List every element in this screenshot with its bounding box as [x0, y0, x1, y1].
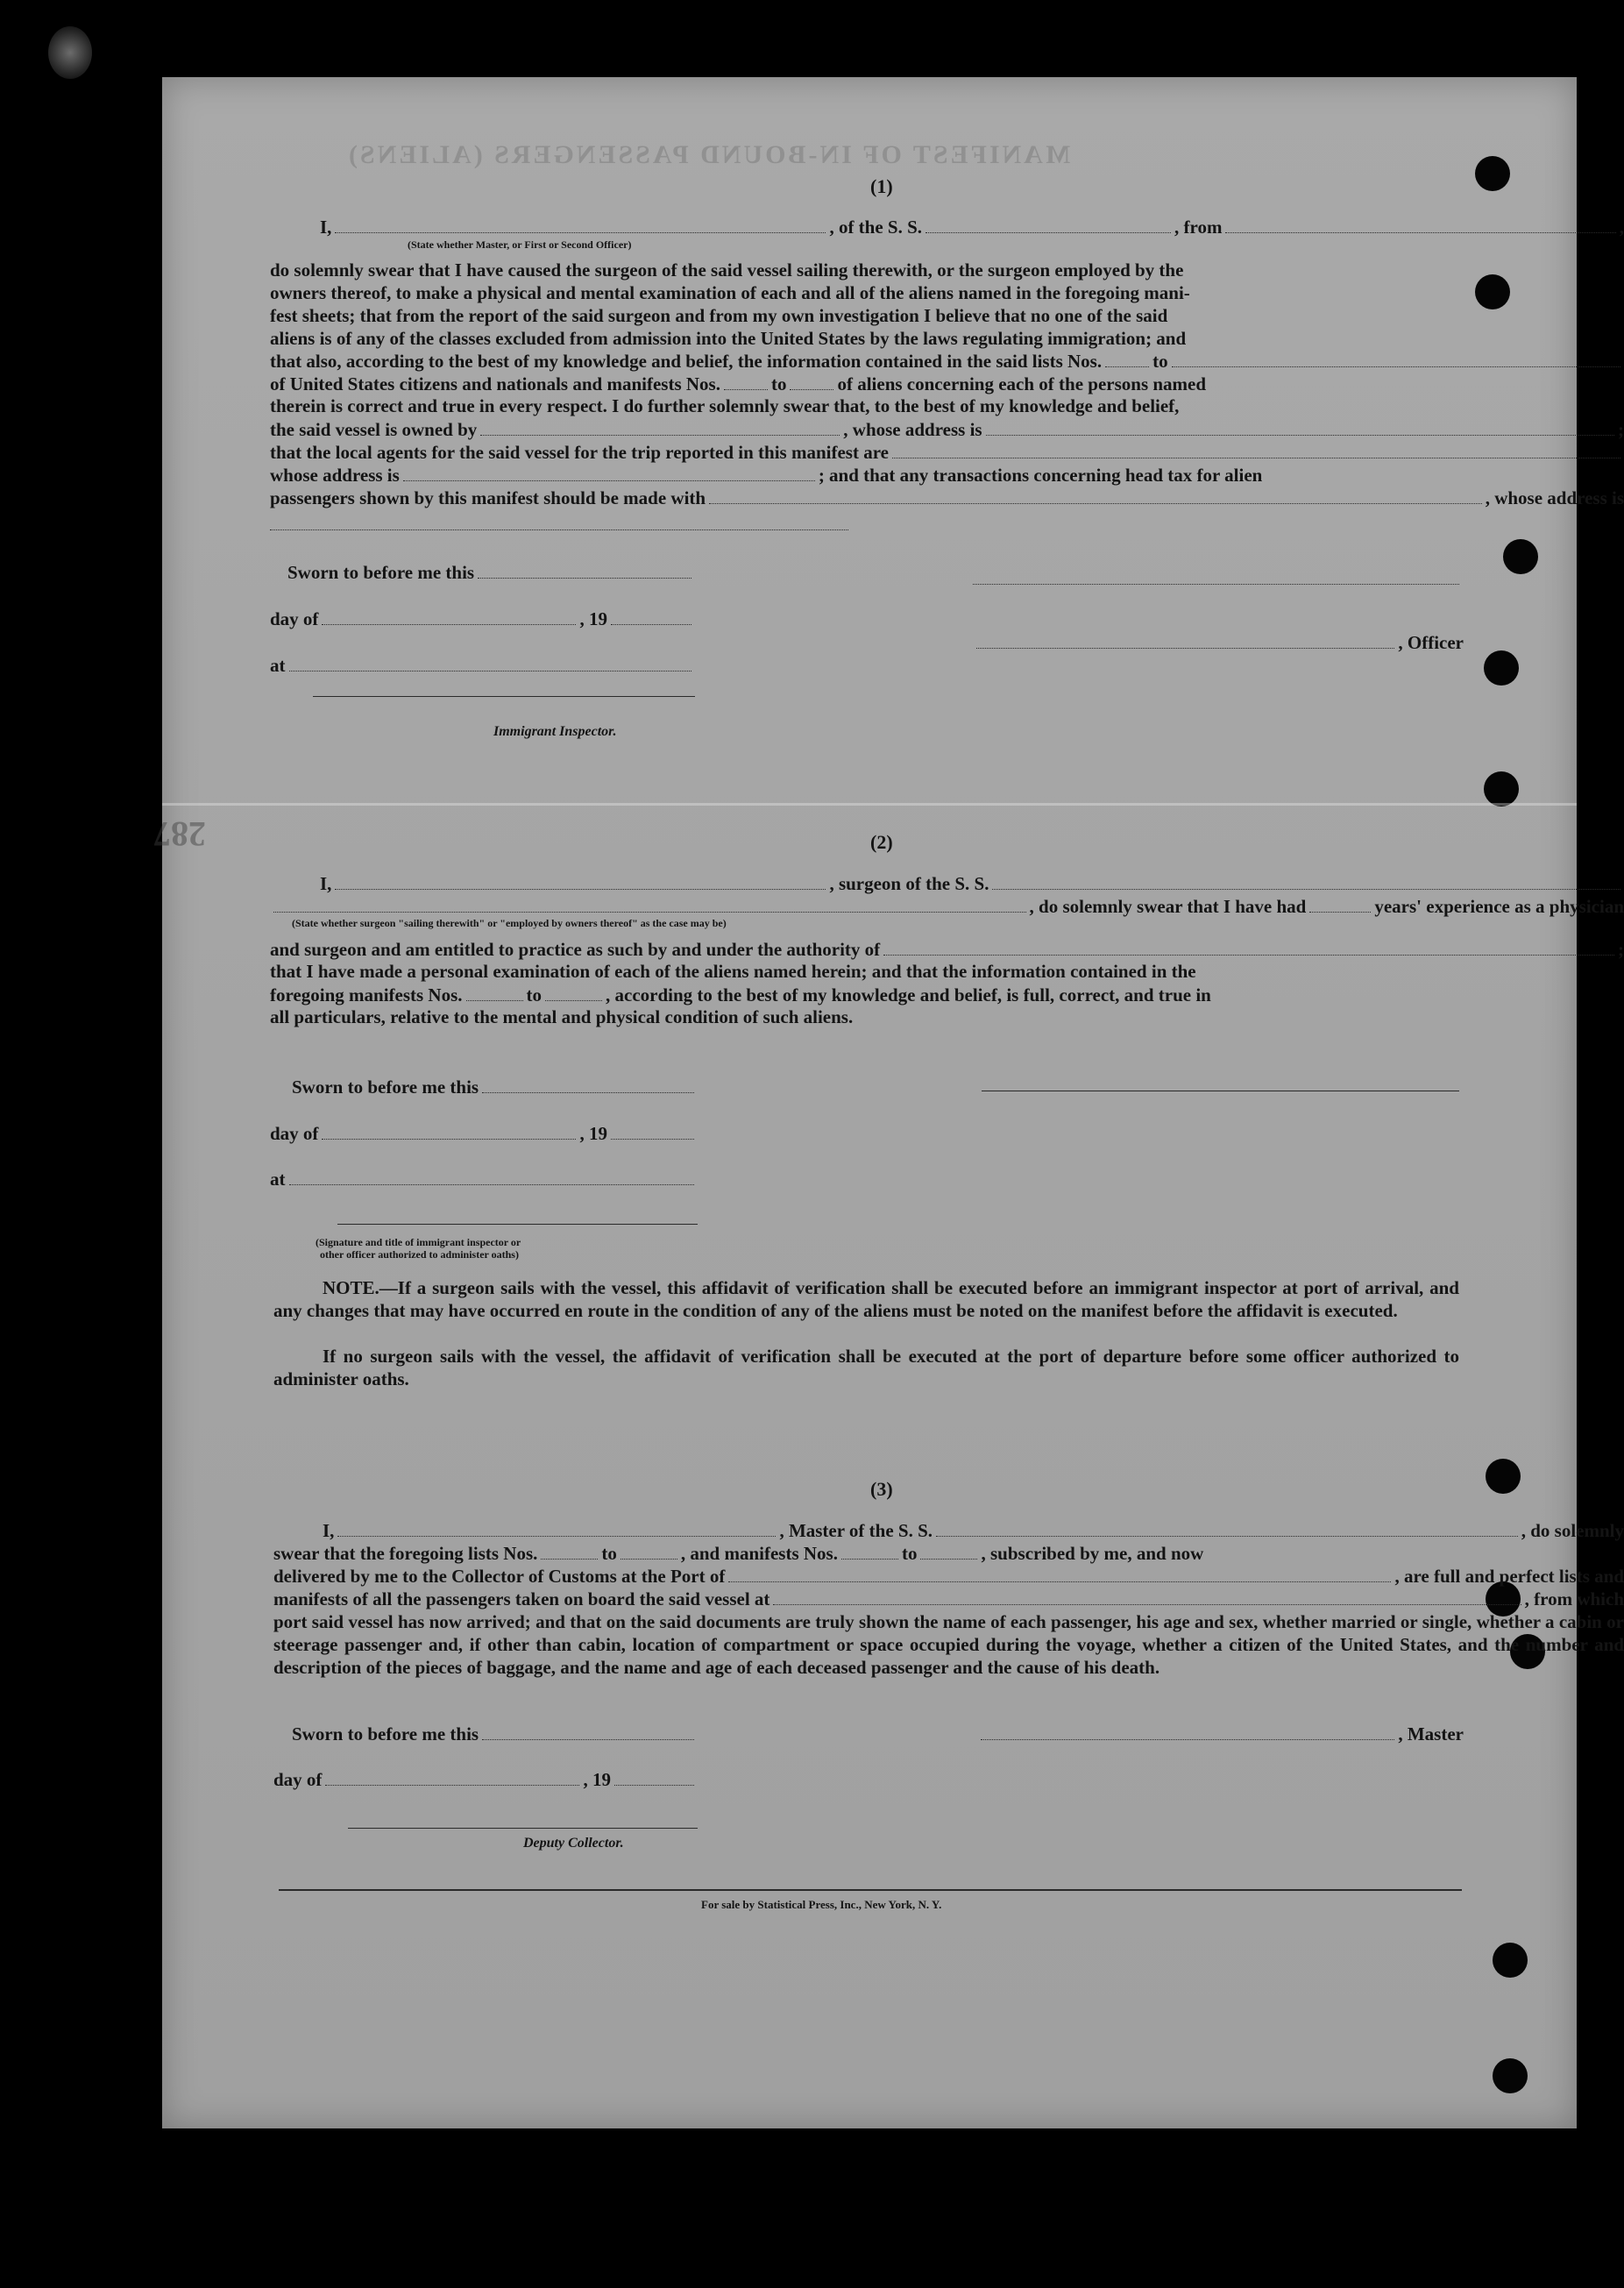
- punch-hole: [1493, 2058, 1528, 2093]
- therein-line: therein is correct and true in every respect. I do further solemnly swear that, to the best of my knowledge and belief,: [270, 395, 1180, 416]
- text: at: [270, 1168, 286, 1190]
- manifests-line: [270, 373, 1624, 395]
- punch-hole: [1484, 650, 1519, 686]
- text: , from: [1174, 216, 1223, 238]
- vessel-name-field[interactable]: [992, 872, 1620, 890]
- footer-text: For sale by Statistical Press, Inc., New York, N. Y.: [701, 1898, 942, 1911]
- text: to: [1152, 350, 1168, 372]
- master-note: (State whether Master, or First or Second Officer): [408, 238, 632, 251]
- at-line-2: [270, 1168, 698, 1190]
- text: ;: [1618, 938, 1624, 960]
- text: , surgeon of the S. S.: [829, 872, 989, 894]
- section-1-number: (1): [870, 175, 893, 197]
- surgeon-note: (State whether surgeon "sailing therewith" or "employed by owners thereof" as the case may be): [292, 917, 727, 929]
- authority-line: [270, 938, 1624, 961]
- text: swear that the foregoing lists Nos.: [273, 1542, 538, 1564]
- master-name-field[interactable]: [335, 216, 826, 233]
- signature-note-2: other officer authorized to administer oaths): [320, 1248, 519, 1261]
- foregoing-line: [270, 984, 1624, 1006]
- head-tax-address-field[interactable]: [270, 529, 848, 530]
- text: to: [770, 373, 787, 394]
- manifests-to-field[interactable]: [920, 1542, 977, 1560]
- signature-line[interactable]: [973, 584, 1459, 585]
- text: that the local agents for the said vessel for the trip reported in this manifest are: [270, 441, 889, 463]
- agents-line: [270, 441, 1624, 464]
- head-tax-line: [270, 487, 1624, 509]
- footer-rule: [279, 1889, 1462, 1891]
- text: years' experience as a physician: [1374, 895, 1624, 917]
- deputy-label: Deputy Collector.: [523, 1836, 624, 1851]
- port-field[interactable]: [728, 1565, 1391, 1582]
- owned-line: [270, 418, 1624, 441]
- year-field[interactable]: [611, 1122, 694, 1140]
- embarkation-port-field[interactable]: [773, 1588, 1521, 1605]
- text: the said vessel is owned by: [270, 418, 478, 440]
- section-1-body: [270, 259, 1624, 350]
- bleed-through: MANIFEST OF IN-BOUND PASSENGERS (ALIENS): [346, 140, 1071, 169]
- text: of aliens concerning each of the persons named: [837, 373, 1207, 394]
- text: ,: [1619, 216, 1624, 238]
- text: , and manifests Nos.: [680, 1542, 838, 1564]
- body-line: aliens is of any of the classes excluded from admission into the United States by the laws regulating immigration; and: [270, 328, 1187, 349]
- manifests-from-field[interactable]: [724, 373, 768, 390]
- text: to: [601, 1542, 617, 1564]
- text: , do solemnly: [1521, 1519, 1624, 1541]
- punch-hole: [1475, 156, 1510, 191]
- text: that also, according to the best of my knowledge and belief, the information contained in the said lists Nos.: [270, 350, 1103, 372]
- lists-from-field[interactable]: [1105, 350, 1149, 367]
- authority-field[interactable]: [883, 938, 1614, 956]
- text: , 19: [579, 1122, 607, 1144]
- agents-field[interactable]: [892, 441, 1620, 458]
- location-field[interactable]: [289, 1168, 695, 1185]
- text: , subscribed by me, and now: [981, 1542, 1204, 1564]
- lists-line: [270, 350, 1624, 373]
- text: , of the S. S.: [829, 216, 923, 238]
- punch-hole: [1486, 1459, 1521, 1494]
- officer-line: [973, 631, 1464, 654]
- at-line-1: [270, 654, 695, 677]
- master-line-3: [273, 1565, 1624, 1588]
- text: ; and that any transactions concerning head tax for alien: [818, 464, 1263, 486]
- text: manifests of all the passengers taken on board the said vessel at: [273, 1588, 770, 1609]
- inspector-label: Immigrant Inspector.: [493, 724, 617, 739]
- text: , 19: [579, 608, 607, 629]
- text: I,: [320, 216, 332, 238]
- master-signature-field[interactable]: [981, 1723, 1394, 1740]
- master-name-field[interactable]: [337, 1519, 776, 1537]
- text: and surgeon and am entitled to practice as such by and under the authority of: [270, 938, 881, 960]
- master-body: port said vessel has now arrived; and that on the said documents are truly shown the name of each passenger, his age and sex, whether married or single, whether a cabin or steerage passenger and, if other than cabin, location of compartment or space occupied during the voyage, whether a citizen of the United States, and the number and description of the pieces of baggage, and the name and age of each deceased passenger and the cause of his death.: [273, 1611, 1624, 1678]
- day-of-line-2: [270, 1122, 698, 1145]
- sworn-line-1: [287, 561, 695, 584]
- manifests-to-field[interactable]: [790, 373, 833, 390]
- deputy-signature-line[interactable]: [348, 1828, 698, 1829]
- text: foregoing manifests Nos.: [270, 984, 463, 1005]
- master-line-4: [273, 1588, 1624, 1610]
- text: to: [526, 984, 543, 1005]
- text: Sworn to before me this: [292, 1076, 479, 1098]
- body-line: fest sheets; that from the report of the said surgeon and from my own investigation I believe that no one of the said: [270, 305, 1168, 326]
- text: , Master: [1398, 1723, 1464, 1744]
- owner-field[interactable]: [480, 418, 840, 436]
- text: , from which: [1524, 1588, 1624, 1609]
- sworn-date-field[interactable]: [482, 1076, 694, 1093]
- lists-from-field[interactable]: [541, 1542, 598, 1560]
- text: day of: [273, 1768, 323, 1790]
- section-1-line-1: [320, 216, 1624, 238]
- text: to: [901, 1542, 918, 1564]
- text: , according to the best of my knowledge and belief, is full, correct, and true in: [606, 984, 1211, 1005]
- text: passengers shown by this manifest should be made with: [270, 487, 706, 508]
- vessel-name-field[interactable]: [936, 1519, 1518, 1537]
- text: , whose address is: [843, 418, 982, 440]
- text: , whose address is: [1485, 487, 1624, 508]
- section-3-number: (3): [870, 1478, 893, 1500]
- agents-address-line: [270, 464, 1624, 487]
- section-2-number: (2): [870, 831, 893, 853]
- text: Sworn to before me this: [287, 561, 475, 583]
- manifest-page: [153, 77, 1624, 2128]
- year-field[interactable]: [614, 1768, 694, 1786]
- head-tax-party-field[interactable]: [709, 487, 1482, 504]
- text: of United States citizens and nationals and manifests Nos.: [270, 373, 720, 394]
- month-field[interactable]: [322, 1122, 576, 1140]
- text: Sworn to before me this: [292, 1723, 479, 1744]
- agents-address-field[interactable]: [403, 464, 815, 481]
- text: at: [270, 654, 286, 676]
- fold-crease: [162, 803, 1577, 806]
- master-line-2: [273, 1542, 1624, 1565]
- officer-signature-field[interactable]: [976, 631, 1394, 649]
- text: I,: [323, 1519, 335, 1541]
- text: day of: [270, 1122, 319, 1144]
- note-paragraph-2: [273, 1345, 1459, 1390]
- surgeon-type-field[interactable]: [273, 895, 1026, 913]
- text: whose address is: [270, 464, 400, 486]
- surgeon-line-2: [270, 895, 1624, 918]
- margin-stamp: 287: [153, 814, 206, 854]
- text: I,: [320, 872, 332, 894]
- text: ;: [1618, 418, 1624, 440]
- note-text: —If a surgeon sails with the vessel, this affidavit of verification shall be executed before an immigrant inspector at port of arrival, and any changes that may have occurred en route in the condition of any of the aliens must be noted on the manifest before the affidavit is executed.: [273, 1277, 1459, 1321]
- text: , Master of the S. S.: [779, 1519, 933, 1541]
- particulars-line: all particulars, relative to the mental and physical condition of such aliens.: [270, 1006, 854, 1027]
- surgeon-name-field[interactable]: [335, 872, 826, 890]
- owner-address-field[interactable]: [986, 418, 1614, 436]
- text: , Officer: [1398, 631, 1464, 653]
- manifests-to-field[interactable]: [545, 984, 602, 1001]
- text: , 19: [583, 1768, 611, 1790]
- note-paragraph-1: [273, 1276, 1459, 1322]
- surgeon-line-1: [320, 872, 1624, 895]
- lists-to-field[interactable]: [1172, 350, 1620, 367]
- note-text: If no surgeon sails with the vessel, the affidavit of verification shall be executed at the port of departure before some officer authorized to administer oaths.: [273, 1346, 1459, 1389]
- sworn-date-field[interactable]: [478, 561, 691, 579]
- manifests-from-field[interactable]: [841, 1542, 898, 1560]
- lists-to-field[interactable]: [621, 1542, 677, 1560]
- sworn-date-field[interactable]: [482, 1723, 694, 1740]
- day-of-line-3: [273, 1768, 698, 1791]
- body-line: do solemnly swear that I have caused the surgeon of the said vessel sailing therewith, or the surgeon employed by the: [270, 259, 1184, 281]
- day-of-line-1: [270, 608, 695, 630]
- location-field[interactable]: [289, 654, 692, 671]
- year-field[interactable]: [611, 608, 691, 625]
- scan-glare: [48, 26, 92, 79]
- inspector-signature-line[interactable]: [313, 696, 695, 697]
- from-port-field[interactable]: [1225, 216, 1615, 233]
- text: , do solemnly swear that I have had: [1029, 895, 1307, 917]
- punch-hole: [1503, 539, 1538, 574]
- master-signature-line: [977, 1723, 1464, 1745]
- signature-note-1: (Signature and title of immigrant inspector or: [316, 1236, 521, 1248]
- vessel-name-field[interactable]: [925, 216, 1171, 233]
- examination-line: that I have made a personal examination of each of the aliens named herein; and that the information contained in the: [270, 961, 1196, 982]
- master-line-1: [323, 1519, 1624, 1542]
- text: , are full and perfect lists and: [1394, 1565, 1624, 1587]
- inspector-signature-line[interactable]: [337, 1224, 698, 1225]
- years-field[interactable]: [1309, 895, 1371, 913]
- body-line: owners thereof, to make a physical and mental examination of each and all of the aliens named in the foregoing mani-: [270, 282, 1190, 303]
- note-label: NOTE.: [323, 1277, 379, 1298]
- punch-hole: [1493, 1943, 1528, 1978]
- punch-hole: [1484, 771, 1519, 806]
- manifests-from-field[interactable]: [466, 984, 523, 1001]
- text: day of: [270, 608, 319, 629]
- text: delivered by me to the Collector of Customs at the Port of: [273, 1565, 726, 1587]
- sworn-line-3: [292, 1723, 698, 1745]
- sworn-line-2: [292, 1076, 698, 1098]
- month-field[interactable]: [322, 608, 576, 625]
- month-field[interactable]: [325, 1768, 579, 1786]
